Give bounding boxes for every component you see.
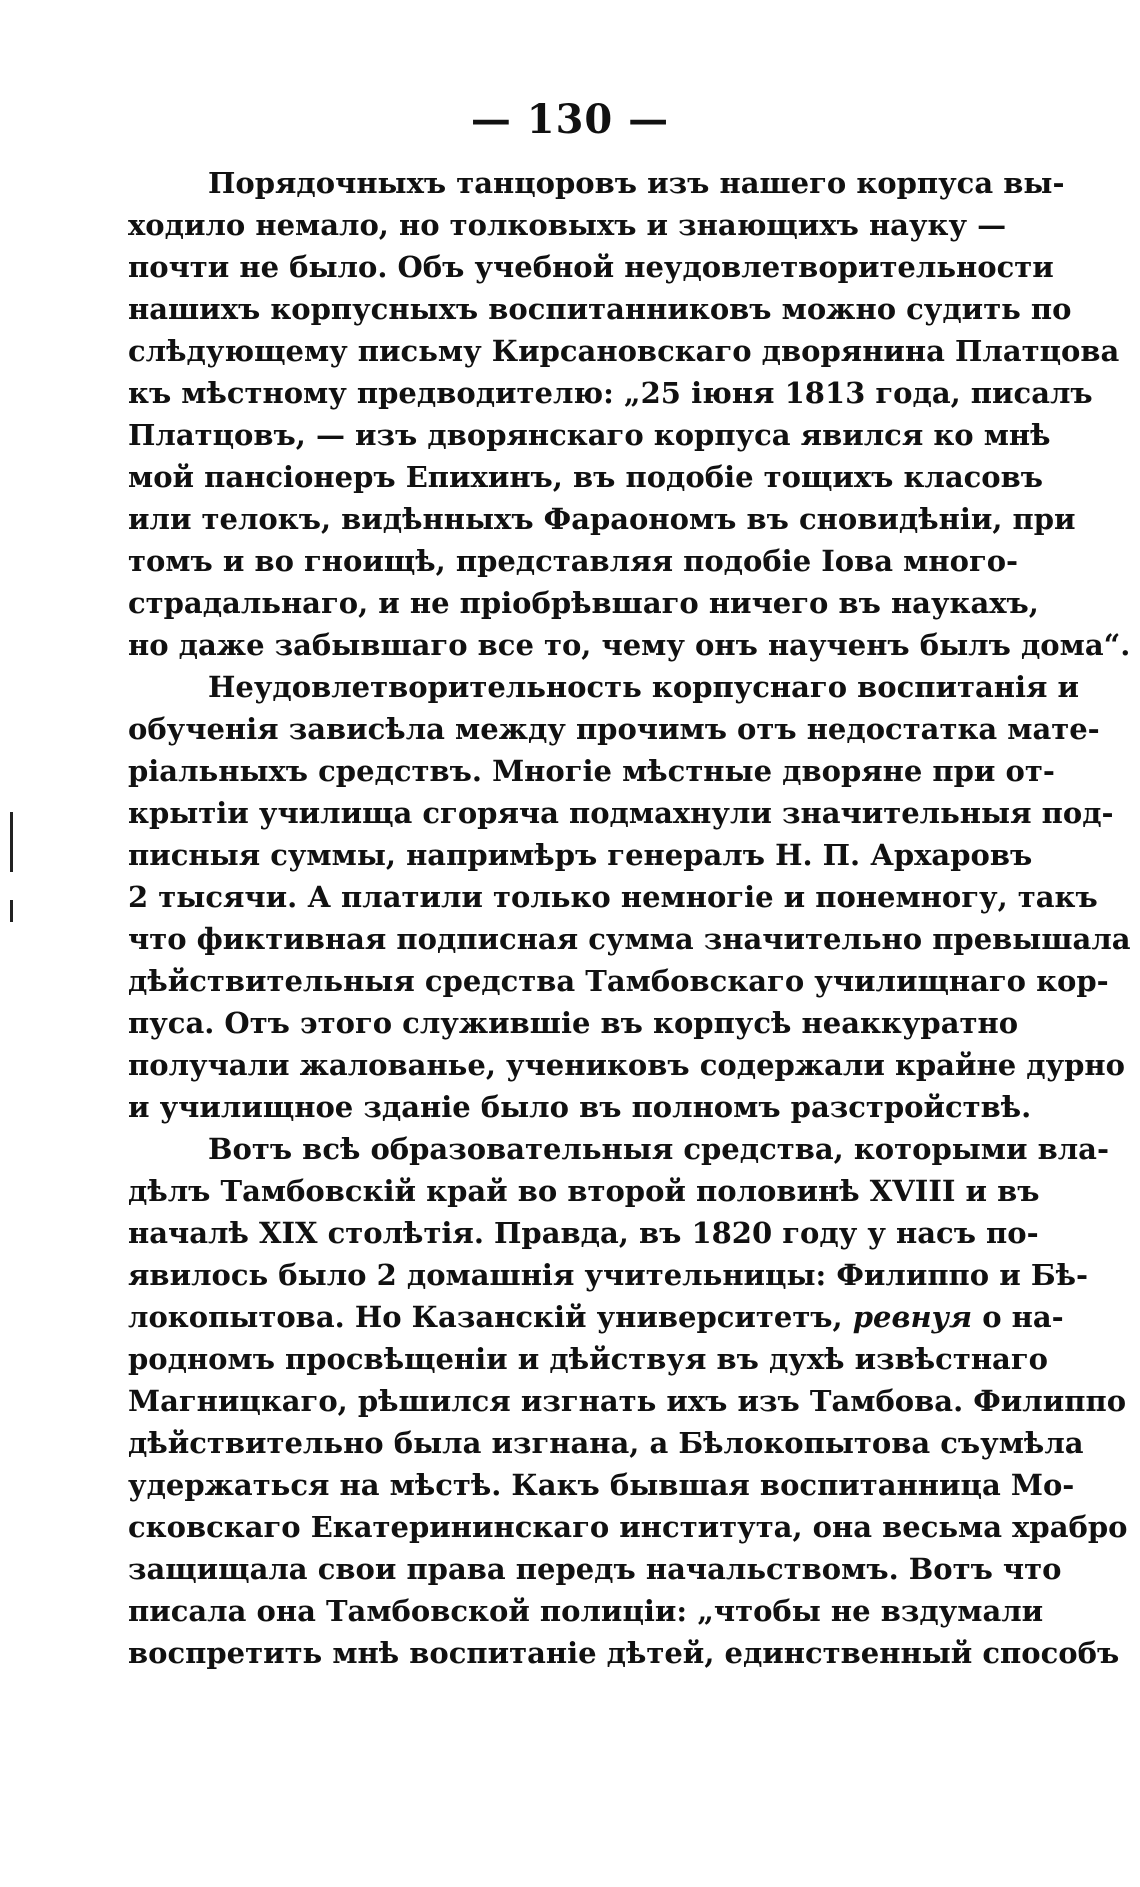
text-line: почти не было. Объ учебной неудовлетворительности [128, 250, 1054, 284]
text-line: обученія зависѣла между прочимъ отъ недостатка мате- [128, 712, 1100, 746]
text-line: Порядочныхъ танцоровъ изъ нашего корпуса вы- [208, 166, 1065, 200]
text-line: мой пансіонеръ Епихинъ, въ подобіе тощихъ класовъ [128, 460, 1044, 494]
text-line: что фиктивная подписная сумма значительно превышала [128, 922, 1131, 956]
text-line: дѣйствительныя средства Тамбовскаго училищнаго кор- [128, 964, 1109, 998]
text-segment: локопытова. Но Казанскій университетъ, [128, 1300, 853, 1334]
text-line: ріальныхъ средствъ. Многіе мѣстные дворяне при от- [128, 754, 1055, 788]
text-line: слѣдующему письму Кирсановскаго дворянина Платцова [128, 334, 1120, 368]
paragraph-3 [128, 1128, 1128, 1674]
text-line: Вотъ всѣ образовательныя средства, которыми вла- [208, 1132, 1110, 1166]
text-line: 2 тысячи. А платили только немногіе и понемногу, такъ [128, 880, 1098, 914]
scan-edge-mark [10, 812, 13, 872]
text-line: началѣ XIX столѣтія. Правда, въ 1820 году у насъ по- [128, 1216, 1039, 1250]
page-number: — 130 — [470, 96, 670, 143]
text-line: сковскаго Екатерининскаго института, она весьма храбро [128, 1510, 1128, 1544]
text-line: томъ и во гноищѣ, представляя подобіе Іова много- [128, 544, 1019, 578]
text-line: но даже забывшаго все то, чему онъ наученъ былъ дома“. [128, 628, 1131, 662]
paragraph-2 [128, 666, 1131, 1128]
text-line: или телокъ, видѣнныхъ Фараономъ въ сновидѣніи, при [128, 502, 1076, 536]
text-line: дѣйствительно была изгнана, а Бѣлокопытова съумѣла [128, 1426, 1084, 1460]
text-line: защищала свои права передъ начальствомъ. Вотъ что [128, 1552, 1062, 1586]
text-segment: о на- [972, 1300, 1064, 1334]
text-line: Платцовъ, — изъ дворянскаго корпуса явился ко мнѣ [128, 418, 1051, 452]
text-line: дѣлъ Тамбовскій край во второй половинѣ XVIII и въ [128, 1174, 1040, 1208]
italic-word: ревнуя [852, 1300, 973, 1334]
text-line: крытіи училища сгоряча подмахнули значительныя под- [128, 796, 1114, 830]
text-line: ходило немало, но толковыхъ и знающихъ науку — [128, 208, 1007, 242]
text-line: писныя суммы, напримѣръ генералъ Н. П. Архаровъ [128, 838, 1033, 872]
paragraph-1 [128, 162, 1131, 666]
text-line: и училищное зданіе было въ полномъ разстройствѣ. [128, 1090, 1032, 1124]
text-line: родномъ просвѣщеніи и дѣйствуя въ духѣ извѣстнаго [128, 1342, 1048, 1376]
text-line: страдальнаго, и не пріобрѣвшаго ничего въ наукахъ, [128, 586, 1039, 620]
text-line: нашихъ корпусныхъ воспитанниковъ можно судить по [128, 292, 1072, 326]
text-line: воспретить мнѣ воспитаніе дѣтей, единственный способъ [128, 1636, 1120, 1670]
text-line: къ мѣстному предводителю: „25 іюня 1813 года, писалъ [128, 376, 1093, 410]
text-line: явилось было 2 домашнія учительницы: Филиппо и Бѣ- [128, 1258, 1089, 1292]
text-line: пуса. Отъ этого служившіе въ корпусѣ неаккуратно [128, 1006, 1019, 1040]
text-line-mixed [128, 1296, 1064, 1338]
scan-edge-mark [10, 900, 13, 922]
text-line: Магницкаго, рѣшился изгнать ихъ изъ Тамбова. Филиппо [128, 1384, 1127, 1418]
text-line: Неудовлетворительность корпуснаго воспитанія и [208, 670, 1080, 704]
text-line: удержаться на мѣстѣ. Какъ бывшая воспитанница Мо- [128, 1468, 1075, 1502]
text-line: писала она Тамбовской полиціи: „чтобы не вздумали [128, 1594, 1044, 1628]
text-line: получали жалованье, учениковъ содержали крайне дурно [128, 1048, 1125, 1082]
